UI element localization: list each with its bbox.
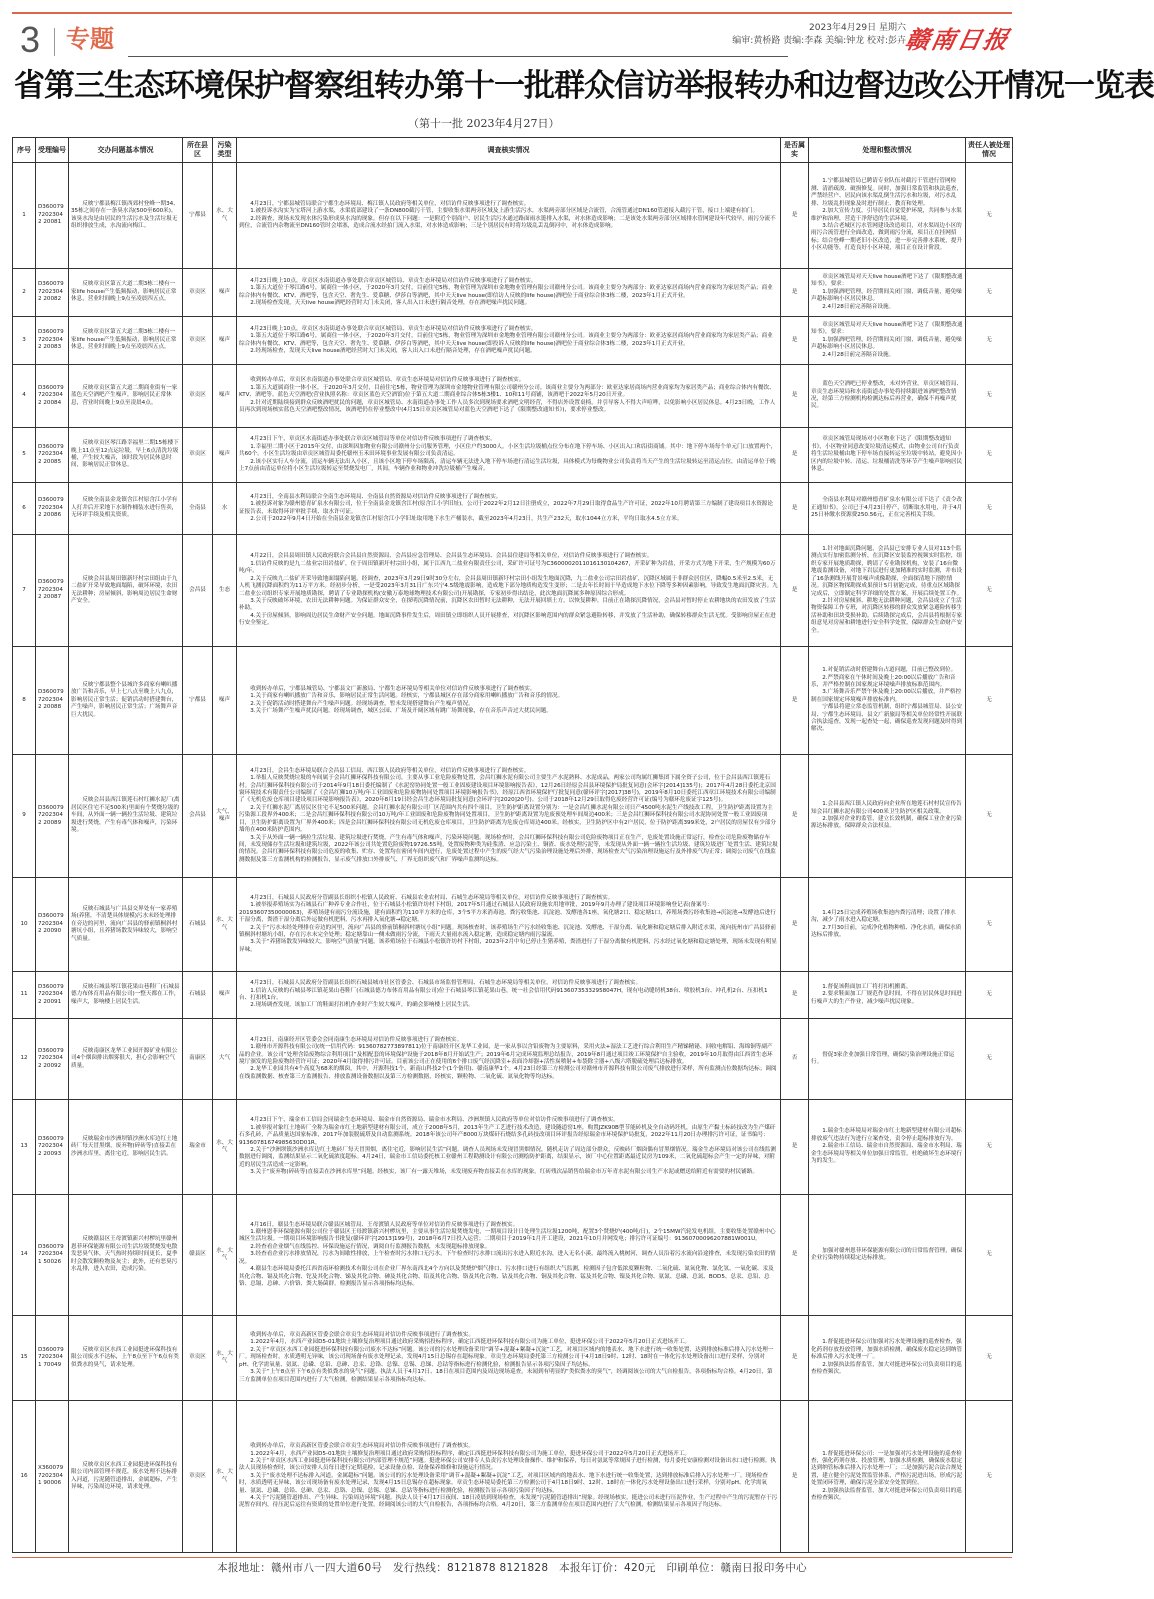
county: 赣县区 bbox=[183, 1195, 213, 1316]
pollution-type: 噪声 bbox=[213, 365, 237, 428]
accountability: 无 bbox=[966, 365, 1013, 428]
investigation-paragraph: 1.2022年4月，水西产业园D5-01地块土壤修复治理项目通过政府采购招投标程序，确定江西挺进环保科技有限公司为施工单位，挺进环保公司于2022年5月20日正式进场开工。 bbox=[250, 1450, 691, 1457]
verified-status: 是 bbox=[781, 365, 809, 428]
problem-description: 反映章贡区水西工业园挺进环保科技有限公司废水不达标，上午8点至下午6点有类似粪水的臭气，请求处理。 bbox=[69, 1316, 183, 1401]
handling-paragraph: 1.宁都县城管局已聘请专业队伍对截污干管进行管网检测、清淤疏浚、破损修复。同时，加强日常监管和执法巡查，严禁经营户、居民向该水渠乱倒生活污水和垃圾，对污水乱排、垃圾乱扔现象及时进行制止、教育和处理。 bbox=[811, 178, 963, 207]
table-header-row bbox=[13, 138, 1013, 163]
investigation-details bbox=[237, 1401, 781, 1553]
investigation-paragraph: 4月16日，赣县生态环境局联合赣县区城管局、王母渡镇人民政府等单位对信访件反映事项进行了调查核实。 bbox=[250, 1221, 519, 1228]
investigation-paragraph: 4月23日，全南县水利局联合全南生态环境局、全南县自然资源局对信访件反映事项进行了调查核实。 bbox=[250, 493, 502, 500]
row-number: 15 bbox=[13, 1316, 36, 1401]
investigation-paragraph: 2.针对近期陆续接到群众反映酒吧扰民的问题，章贡区城管局、水南街道办事处工作人员多次到现场要求酒吧文明经营，不得店外设置桌椅，并引导客人不得大声喧哗，以免影响小区居民休息。4月23日晚，工作人员再次到现场核实蓝色天空酒吧整改情况，该酒吧仍在停业整改中(4月15日章贡区城管局对蓝色天空酒吧下达了《限期整改通知书》)，要求停业整改。 bbox=[239, 399, 776, 414]
case-id: D360079 72023042 20092 bbox=[36, 1019, 69, 1100]
accountability: 无 bbox=[966, 163, 1013, 269]
investigation-details bbox=[237, 535, 781, 647]
investigation-paragraph: 2.关于反映九二盐矿开采导致地面塌陷问题。经调查，2023年3月29日9时30分左右，会昌县周田镇新圩村宗田小组发生地面沉降，九二盐业公司宗田岩盐矿，沉降区域属于非群众居住区，降幅0.5米至2.5米，无人机飞测沉降面积约为11万平方米。经初步分析，一是受2023年3月31日广东兴宁4.5级地震影响，造成地下部分地质构造发生变形；二是去年长时间干旱造成地下水位下降等多种因素影响，导致发生地面沉降灾害。九二盐业公司组织专家开展地质勘探，聘请了专业勘探机构(安徽万泰地球物理技术有限公司)开展勘探，专家初步得出结论，此次地面沉降属多种原因综合形成。 bbox=[239, 575, 778, 597]
investigation-paragraph: 1.关于商家有喇叭播放广告和音乐，影响居民正常生活问题。经核实，宁都县城区存在部分商家用喇叭播放广告和音乐的情况。 bbox=[250, 693, 564, 700]
investigation-details bbox=[237, 1316, 781, 1401]
investigation-paragraph: 2.关于“污水未经处理排在旁边的河里，流向广昌县的驿前镇桐斜村塘坑小组”问题。现场核查时，该养殖场生产污水经收集池、沉淀池、发酵池、干湿分离、氧化塘和稳定塘后排入附近水渠，流向抚州市广昌县驿前镇桐斜村塘坑小组，存在污水未完全处理；稳定塘靠山一侧未做雨污分流，下雨天大量雨水流入稳定塘，造成稳定塘内雨污溢流。 bbox=[239, 924, 776, 938]
header-cell: 调查核实情况 bbox=[237, 138, 781, 163]
investigation-paragraph: 2.关于红狮水泥厂离居民区住宅不足500米问题。会昌红狮水泥有限公司厂区范围内共有四个项目，卫生防护距离设置分别为：一是会昌红狮水泥有限公司日产4500吨水泥生产线技改工程，卫生防护距离设置为主污染源工段界外400米；二是会昌红狮环保科技有限公司10万吨/年工业固废和危险废物协同处置项目，卫生防护距离设置为危废预处理车间周边400米；三是会昌红狮环保科技有限公司水泥协同处置一般工业固废项目，卫生防护距离设置为厂界外400米；四是会昌红狮环保科技有限公司无机危废仓库项目，卫生防护距离为危废仓库周边400米。经核实，卫生防护区中有2户居民，位于防护距离399米处，2户居民的房屋仅有少部分墙角在400米防护范围内。 bbox=[239, 804, 776, 834]
problem-description: 反映章贡区第五大道二期商业街有一家蓝色天空酒吧产生噪声，影响居民正常休息，营业时间晚上9点至凌晨4点。 bbox=[69, 365, 183, 428]
pollution-type: 水、大气 bbox=[213, 1401, 237, 1553]
problem-description: 反映全南县金龙镇含江村原含江小学有人打井后开采地下水制作桶装水进行售卖，无环评手续及相关资质。 bbox=[69, 483, 183, 535]
investigation-paragraph: 3.关于“养猪场散发异味较大，影响空气质量”问题。该养殖场位于石城县小松镇许坊村下村组，2023年2月中旬已停止生猪养殖，粪渣进行了干湿分离做有机肥料，污水经过氧化塘和稳定塘处理，现场未发现有明显异味。 bbox=[239, 939, 777, 953]
handling-paragraph: 3.结合老城区污水管网建设改造项目，对水渠周边小区的雨污合流管进行全面改造，做到雨污分流，项目正在挂网招标；结合登峰一期老旧小区改造，进一步完善排水系统，提升小区功能等，打造良好小区环境，项目正在设计阶段。 bbox=[811, 222, 963, 252]
header-cell: 交办问题基本情况 bbox=[69, 138, 183, 163]
investigation-paragraph: 4月23日下午，章贡区水南街道办事处联合章贡区城管局等单位对信访件反映事项进行了调查核实。 bbox=[250, 436, 496, 443]
problem-description: 反映瑞金市沙洲坝镇沙洲水库边红土地砖厂每天冒黑烟，废弃物(碎砖等)直接丢在沙洲水库里，离住宅近，影响居民生活。 bbox=[69, 1100, 183, 1195]
handling-paragraph: 章贡区城管局对天天live house酒吧下达了《限期整改通知书》，要求： bbox=[811, 321, 963, 336]
case-id: D360079 72023042 20093 bbox=[36, 1100, 69, 1195]
county: 会昌县 bbox=[183, 535, 213, 647]
pollution-type: 水、大气 bbox=[213, 1195, 237, 1316]
case-id: X360079 72023041 90006 bbox=[36, 1401, 69, 1553]
pollution-type: 噪声 bbox=[213, 428, 237, 483]
handling-details bbox=[809, 163, 966, 269]
masthead-rule bbox=[128, 56, 788, 57]
handling-details bbox=[809, 755, 966, 878]
pollution-type: 大气 bbox=[213, 1019, 237, 1100]
handling-paragraph: 章贡区城管局对天天live house酒吧下达了《限期整改通知书》，要求： bbox=[811, 273, 963, 288]
verified-status: 是 bbox=[781, 1195, 809, 1316]
investigation-paragraph: 1.第五大道位于琴江路6号，属商住一体小区，于2020年3月交付，目前住宅5栋，物业管理为深圳市金地物业管理有限公司赣州分公司。该商业主要分为两部分：欧亚达家居商场内营业商家均为家居类产品；商业综合体内有餐饮、KTV、酒吧等，包含天空、奢先生、爱慕糖、伊莎白等酒吧，其中天天live house(即信访人反映的life house)酒吧位于商业综合体3栋二楼，2023年1月正式开业。 bbox=[239, 285, 773, 299]
investigation-paragraph: 1.被举报对象红土地砖厂全称为瑞金市红土地新型建材有限公司，成立于2008年5月，2013年生产工艺进行技术改造，建设隧道窑1座，购置JZK90B型节能砖机及全自动码坯机，由原生产黏土标砖技改为生产煤矸石多孔砖，产品质量达国家标准，2017年加装脱硫塔及自动监测系统。2018年该公司年产8000万块煤矸石烧结多孔砖技改项目环评报告经原瑞金市环境保护局批复，2022年11月20日办理排污许可证，证书编号：91360781674985630D01R。 bbox=[239, 1124, 776, 1146]
table-row bbox=[13, 1195, 1013, 1316]
investigation-paragraph: 2.关于“沙洲坝镇沙洲水库边红土地砖厂每天冒黑烟，离住宅近，影响居民生活”问题。调查人员现场未发现冒黑烟情况，随机走访了周边部分群众，反映砖厂烟囱偶有冒黑烟情况。瑞金生态环境局对该公司在线监测数据进行调阅，监测结果显示二氧化硫浓度超标。4月24日，瑞金市工信局委托核工业赣州工程勘测设计有限公司测绘防护距离，结果显示，该厂中心位置距离最近民房为109米，二氧化硫超标会产生一定的异味，对附近的居民生活造成一定影响。 bbox=[239, 1147, 776, 1168]
investigation-paragraph: 1.被投诉对象为赣州德青矿泉水有限公司，位于全南县金龙镇含江村(原含江小学旧址)。公司于2022年2月12日注册成立，2022年7月29日取得食品生产许可证，2022年10月聘请第三方编制了建设项目水资源论证报告表，未取得环评审批手续、取水许可证。 bbox=[239, 501, 773, 515]
accountability: 无 bbox=[966, 878, 1013, 972]
investigation-paragraph: 4月22日，会昌县周田镇人民政府联合会昌县自然资源局、会昌县应急管理局、会昌县生态环境局、会昌县住建局等相关单位，对信访件反映事项进行了调查核实。 bbox=[250, 553, 653, 560]
row-number: 11 bbox=[13, 972, 36, 1019]
accountability: 无 bbox=[966, 1195, 1013, 1316]
county: 宁都县 bbox=[183, 163, 213, 269]
investigation-details bbox=[237, 365, 781, 428]
county: 章贡区 bbox=[183, 1316, 213, 1401]
page-number: 3 bbox=[20, 19, 41, 60]
case-id: D360079 72023042 20084 bbox=[36, 365, 69, 428]
problem-description: 反映宁都县整个县城许多商家有喇叭播放广告和音乐，早上七八点至晚上八九点，影响居民正常生活；促销活动时搭建舞台，产生噪声，影响居民正常生活；广场舞声音巨大扰民。 bbox=[69, 647, 183, 755]
investigation-paragraph: 2.现场调查发现，该加工厂的鞋面打扣机作业时产生较大噪声，的确会影响楼上居民生活。 bbox=[250, 1002, 474, 1009]
problem-description: 反映南康区龙华工业园开源矿业有限公司4个烟囱排出烟雾很大，担心会影响空气质量。 bbox=[69, 1019, 183, 1100]
investigation-paragraph: 4月23日晚上10点，章贡区水南街道办事处联合章贡区城管局、章贡生态环境局对信访件反映事项进行了调查核实。 bbox=[250, 277, 537, 284]
investigation-paragraph: 1.赣州恩菲环保能源有限公司位于赣县区王母渡镇新兴村椤坑里，主要从事生活垃圾焚烧发电，一期项目设计日处理生活垃圾1200吨，配置3个焚烧炉(400吨/日)，2个15MW汽轮发电机组，主要收集处置赣州中心城区生活垃圾。一期项目环境影响报告书批复(赣环评字[2013]199号)，2018年6月7日投入运营；二期项目于2019年1月开工建设，2021年10月并网发电；排污许可证编号：91360700096207881W001U。 bbox=[239, 1229, 776, 1243]
verified-status: 是 bbox=[781, 428, 809, 483]
county: 章贡区 bbox=[183, 365, 213, 428]
handling-paragraph: 章贡区城管局现场对小区物业下达了《限期整改通知书》，小区物业同意改变垃圾清运模式，由物业公司自行负责将生活垃圾桶由地下停车场直接转运至垃圾中转站，避免因小区内的垃圾中转、清运、垃圾桶清洗等环节产生噪声影响居民休息。 bbox=[811, 436, 963, 473]
verified-status: 是 bbox=[781, 1100, 809, 1195]
table-row bbox=[13, 878, 1013, 972]
accountability: 无 bbox=[966, 535, 1013, 647]
case-id: D360079 72023042 20087 bbox=[36, 535, 69, 647]
county: 南康区 bbox=[183, 1019, 213, 1100]
investigation-paragraph: 2.经查看企业烟气在线监控、环保设施运行情况，调阅自行监测报告数据，未发现超标排放现象。 bbox=[250, 1243, 491, 1250]
case-id: D360079 72023042 20090 bbox=[36, 878, 69, 972]
handling-paragraph: 督促3家企业加强日常管理，确保污染治理设施正常运行。 bbox=[811, 1051, 955, 1065]
investigation-paragraph: 1.2022年4月，水西产业园D5-01地块土壤修复治理项目通过政府采购招投标程序，确定江西挺进环保科技有限公司为施工单位，挺进环保公司于2022年5月20日正式进场开工。 bbox=[250, 1339, 691, 1346]
table-row bbox=[13, 755, 1013, 878]
table-row bbox=[13, 1401, 1013, 1553]
investigation-paragraph: 2.经调查，现场未发现水体污染形成臭水沟的现象，但存在以下问题：一是附近个别商户、居民生活污水通过路面雨水篦排入水渠，对水体造成影响；二是该处水渠两旁部分区域排水管网建设年代较早，雨污分流不到位，合流管内杂物流至DN160管时会堵塞，造成合流水经拍门流入水渠，对水体造成影响；三是个别居民有时将垃圾乱丢乱倒河中，对水体造成影响。 bbox=[239, 215, 776, 229]
investigation-paragraph: 2.现场检查发现，天天live house酒吧经营时大门未关闭，客人出入口未进行隔音处理，存在酒吧噪声扰民问题。 bbox=[250, 299, 531, 306]
header-cell: 处理和整改情况 bbox=[809, 138, 966, 163]
table-row bbox=[13, 317, 1013, 365]
investigation-paragraph: 4月23日，宁都县城管局联合宁都生态环境局、梅江镇人民政府等相关单位，对信访件反映事项进行了调查核实。 bbox=[250, 200, 530, 207]
county: 瑞金市 bbox=[183, 1100, 213, 1195]
table-row bbox=[13, 1019, 1013, 1100]
investigation-paragraph: 1.信访件反映的是九二盐业宗田岩盐矿，位于周田镇新圩村宗田小组，属于江西九二盐业有限责任公司，采矿许可证号为C3600002011016130104267，开采矿种为岩盐，开采方式为地下开采，生产规模为60万吨/年。 bbox=[239, 560, 776, 575]
pollution-type: 噪声 bbox=[213, 647, 237, 755]
handling-paragraph: 宁都县将建立常态监管机制，组织宁都县城管局、县公安局、宁都生态环境局、县文广新旅局等相关单位经常性开展联合执法巡查，发现一起查处一起，确保巡查发现问题及时得到解决。 bbox=[811, 704, 963, 733]
row-number: 12 bbox=[13, 1019, 36, 1100]
investigation-paragraph: 1.举报人反映焚烧垃圾的车间属于会昌红狮环保科技有限公司，主要从事工业危险废物处置，会昌红狮水泥有限公司主要生产水泥熟料、水泥成品，两家公司均属红狮集团下属全资子公司，位于会昌县西江镇莲石村。会昌红狮环保科技有限公司于2014年9月18日委托编制了《水泥窑协同处置一般工业固废建设项目环境影响报告表》，12月26日经原会昌县环境保护局批复同意(会环字[2014]135号)；2017年4月28日委托北京国寰环境技术有限责任公司编制了《会昌红狮10万吨/年工业固废和危险废物协同处置项目环境影响报告书》，经原江西省环境保护厅批复同意(赣环评字[2017]38号)，2019年8月10日委托江西章江环境技术有限公司编制了《无机危废仓库项目建设项目环境影响报告表》，2020年8月19日经会昌生态环境局批复同意(会环评字[2020]20号)。公司于2018年12月29日取得危废经营许可证(编号为赣环危废证字125号)。 bbox=[239, 775, 776, 804]
investigation-details bbox=[237, 755, 781, 878]
county: 章贡区 bbox=[183, 317, 213, 365]
handling-paragraph: 2.严禁商家在午休时间及晚上20:00以后播放广告和音乐，并严格控制在国家规定环境噪声排放标准范围内。 bbox=[811, 674, 956, 688]
accountability: 无 bbox=[966, 755, 1013, 878]
pollution-type: 噪声 bbox=[213, 972, 237, 1019]
pollution-type: 噪声 bbox=[213, 269, 237, 317]
problem-description: 反映章贡区第五大道二期3栋二楼有一家life house产生低频振动，影响居民正常休息，营业时间晚上9点至凌晨四五点。 bbox=[69, 269, 183, 317]
handling-details bbox=[809, 647, 966, 755]
county: 石城县 bbox=[183, 972, 213, 1019]
handling-paragraph: 2.加强执法监督监管，加大对挺进环保公司负责项目的巡查检查频次。 bbox=[811, 1487, 962, 1502]
investigation-paragraph: 收到转办单后，宁都县城管局、宁都县文广新旅局、宁都生态环境局等相关单位对信访件反映事项进行了调查核实。 bbox=[250, 685, 536, 692]
row-number: 6 bbox=[13, 483, 36, 535]
section-name: 专题 bbox=[66, 25, 114, 53]
table-row bbox=[13, 647, 1013, 755]
accountability: 无 bbox=[966, 1316, 1013, 1401]
investigation-paragraph: 1.被举报养殖场实为石城县石广种养专业合作社，位于石城县小松镇许坊村下村组，2017年5月通过石城县人民政府设施农用地审批，2019年9月办理了建设项目环境影响登记表(备案号：20193607350000063)，养殖场建有雨污分流设施，建有面积约为110平方米的仓库，3个5平方米消毒池，粪污收集池、沉淀池、发酵池各1座，氧化塘2口、稳定塘1口，养殖场粪污经收集池→沉淀池→发酵池后进行干湿分离，粪渣干湿分离后外运做有机肥料，污水再排入氧化塘→稳定塘。 bbox=[239, 902, 776, 924]
accountability: 无 bbox=[966, 269, 1013, 317]
investigation-details bbox=[237, 647, 781, 755]
pollution-type: 噪声 bbox=[213, 317, 237, 365]
bottom-rule bbox=[12, 1557, 1012, 1558]
handling-paragraph: 2.加大宣传力度，引导居民自觉爱护环境，共同参与水渠维护和治理，营造干净舒适的生活环境。 bbox=[811, 208, 962, 222]
problem-description: 反映宁都县梅江镇西郊村登峰一期34、35栋之间存在一条臭水沟(500至600米)。该臭水沟是由居民的生活污水及生活垃圾无组织排放生成，水沟流向梅江。 bbox=[69, 163, 183, 269]
header-cell: 责任人被处理情况 bbox=[966, 138, 1013, 163]
accountability: 无 bbox=[966, 1100, 1013, 1195]
report-table bbox=[12, 137, 1013, 1553]
table-row bbox=[13, 365, 1013, 428]
handling-paragraph: 2.4月28日前完善隔音设施。 bbox=[822, 351, 895, 358]
county: 会昌县 bbox=[183, 755, 213, 878]
handling-paragraph: 1.督促挺进环保公司加强对污水处理设施的巡查检查，强化药剂存放投放管理，加强水质检测，确保废水稳定达到纳管标准后排入污水处理一厂。 bbox=[811, 1339, 963, 1361]
investigation-paragraph: 2.关于“章贡区水西工业园挺进环保科技有限公司废水不达标”问题。该公司的污水处理设备采用“调节+混凝+絮凝+沉淀”工艺，对项目区域内的地表水、地下水进行统一收集处置，达到排放标准后排入污水处理一厂。现场检查时，水质透明无异味，该公司现场备有废水处理记录，发现4月15日总锡存在超标现象。章贡生态环境局委托第三方检测公司于4月18日9时、12时、18时在一体化污水处理设备出口进行采样，分别对pH、化学需氧量、氨氮、总磷、总铅、总砷、总汞、总铬、总镍、总锡、总锑、总钴等指标进行检测化验，检测报告显示各项污染因子均达标。 bbox=[239, 1346, 774, 1368]
investigation-details bbox=[237, 269, 781, 317]
investigation-paragraph: 3.关于“废水处理不达标排入河道，金属超标”问题。该公司的污水处理设备采用“调节+混凝+絮凝+沉淀”工艺，对项目区域内的地表水、地下水进行统一收集处置，达到排放标准后排入污水处理一厂。现场检查时，水质透明无异味，该公司现场备有废水处理记录，发现4月15日总锡存在超标现象。章贡生态环境局委托第三方检测公司于4月18日9时、12时、18时在一体化污水处理设备出口进行采样，分别对pH、化学需氧量、氨氮、总磷、总铅、总砷、总汞、总铬、总镍、总锡、总锑、总钴等指标进行检测化验，检测报告显示各项污染因子均达标。 bbox=[239, 1472, 768, 1494]
investigation-details bbox=[237, 163, 781, 269]
pollution-type: 生态 bbox=[213, 535, 237, 647]
row-number: 2 bbox=[13, 269, 36, 317]
batch-subtitle: （第十一批 2023年4月27日） bbox=[408, 117, 560, 130]
investigation-paragraph: 4.关于“污泥随管道排出、产生异味、污染周边环境”问题。执法人员于4月17日夜间、18日凌晨到现场检查，未发现“污泥随管道排出”现象。经现场核实，挺进公司未进行压泥作业，生产过程中产生的污泥暂存于污泥暂存间内，待压泥后运往有资质的处置单位进行处置。经调阅该公司的大气自检报告，各项指标均合格。4月20日，第三方监测单位在项目范围内进行了大气检测，检测结果显示各项因子均达标。 bbox=[239, 1495, 778, 1509]
problem-description: 反映会昌县周田镇新圩村宗田组由于九二盐矿开采导致地面塌陷，破坏环境，农田无法耕种；房屋倾斜，影响周边居民生命财产安全。 bbox=[69, 535, 183, 647]
case-id: D360079 72023041 50026 bbox=[36, 1195, 69, 1316]
header-cell: 是否属实 bbox=[781, 138, 809, 163]
row-number: 9 bbox=[13, 755, 36, 878]
pollution-type: 水、大气 bbox=[213, 878, 237, 972]
verified-status: 是 bbox=[781, 755, 809, 878]
investigation-paragraph: 收到转办单后，章贡区水南街道办事处联合章贡区城管局、章贡生态环境局对信访件反映事项进行了调查核实。 bbox=[250, 377, 525, 384]
row-number: 13 bbox=[13, 1100, 36, 1195]
row-number: 7 bbox=[13, 535, 36, 647]
handling-details bbox=[809, 535, 966, 647]
case-id: D360079 72023041 70049 bbox=[36, 1316, 69, 1401]
handling-details bbox=[809, 269, 966, 317]
handling-paragraph: 1.会昌县西江镇人民政府向企业所在地莲石村村民宣传告知会昌红狮水泥有限公司400米卫生防护区相关政策。 bbox=[811, 801, 962, 815]
verified-status: 是 bbox=[781, 535, 809, 647]
investigation-paragraph: 1.幸福里二期小区于2015年交付，由深圳因加物业有限公司赣州分公司服务管理，小区住户约3000人。小区生活垃圾桶点位分布在地下停车场、小区出入口和沿街商铺。其中：地下停车场每个单元门口放置两个，共60个。小区生活垃圾由章贡区城管局委托赣州玉禾田环境事业发展有限公司负责清运。 bbox=[239, 443, 777, 458]
table-row bbox=[13, 269, 1013, 317]
investigation-paragraph: 2.关于“章贡区水西工业园挺进环保科技有限公司内部管理不规范”问题。挺进环保公司安排专人负责污水处理设备操作、维护和保养，每日对氨氮等常规因子进行检测，每月委托安康检测对设备出水口进行检测。执法人员现场检查时，该公司安排人员每日进行定期巡检，记录设备点检、设备保养维修和设施运行情况。 bbox=[239, 1457, 776, 1472]
verified-status: 是 bbox=[781, 878, 809, 972]
investigation-paragraph: 4月23日晚上10点，章贡区水南街道办事处联合章贡区城管局、章贡生态环境局对信访件反映事项进行了调查核实。 bbox=[250, 325, 537, 332]
verified-status: 是 bbox=[781, 1316, 809, 1401]
verified-status: 是 bbox=[781, 269, 809, 317]
investigation-paragraph: 2.该小区实行人车分流，清运车辆无法出入小区，且该小区地下停车场限高，清运车辆无法进入地下停车场进行清运生活垃圾，具体模式为每晚物业公司负责将当天产生的生活垃圾转运至清运点位，由清运单位于晚上7点前由清运单位将小区生活垃圾转运至焚烧发电厂，其间，车辆作业和物业冲洗垃圾桶产生噪音。 bbox=[239, 458, 776, 473]
table-row bbox=[13, 163, 1013, 269]
county: 石城县 bbox=[183, 878, 213, 972]
accountability: 无 bbox=[966, 647, 1013, 755]
row-number: 8 bbox=[13, 647, 36, 755]
accountability: 无 bbox=[966, 1401, 1013, 1553]
investigation-paragraph: 4.赣县生态环境局委托江西省南环检测技术有限公司在企业厂界东南西北4个方向以及焚烧炉烟气排口、污水排口进行有组织大气监测，检测因子包含低浓度颗粒物、二氧化硫、氮氧化物、氯化氢、一氧化碳、汞及其化合物、镉及其化合物、铊及其化合物、锑及其化合物、砷及其化合物、铅及其化合物、铬及其化合物、钴及其化合物、铜及其化合物、锰及其化合物、镍及其化合物、氨氮、总磷、总氮、BOD5、总汞、总铅、总铬、总镉、总砷、六价铬、粪大肠菌群。检测报告显示各项指标均达标。 bbox=[239, 1266, 774, 1287]
row-number: 3 bbox=[13, 317, 36, 365]
investigation-paragraph: 3.关于反映破坏环境，农田无法耕种问题。为保证群众安全，在探明沉降情况前，沉降区农田暂时无法耕种，无法开展回填土方，以恢复耕种。目前正在勘探沉降情况，会昌县对暂时停止农耕地块的农田发放了生活补助。 bbox=[239, 597, 776, 612]
case-id: D360079 72023042 20082 bbox=[36, 269, 69, 317]
investigation-paragraph: 2.公司于2022年9月4日开始在全南县金龙镇含江村原含江小学旧址取用地下水生产桶装水，截至2023年4月23日，共生产232天，取水1044立方米，平均日取水4.5立方米。 bbox=[250, 515, 683, 522]
row-number: 5 bbox=[13, 428, 36, 483]
handling-details bbox=[809, 1401, 966, 1553]
handling-paragraph: 2.针对房屋倾斜、耕地无法耕种问题，会昌县成立了生活物资保障工作专班，对沉降区转移的群众发放紧急避险转移生活补助和田块受损补助。后续勘探完成后，会昌县将根据专家组意见对房屋和耕地进行安全科学处置，保障群众生命财产安全。 bbox=[811, 597, 963, 634]
case-id: D360079 72023042 20091 bbox=[36, 972, 69, 1019]
problem-description: 反映赣县区王母渡镇新兴村椤坑里赣州恩菲环保能源有限公司生活垃圾焚烧发电散发恶臭气体，天气热时持续时间更长，夏季时会散发颗粒物及灰尘；此外，还有恶臭污水乱排，进入农田，造成污染。 bbox=[69, 1195, 183, 1316]
pollution-type: 水、大气 bbox=[213, 163, 237, 269]
editor-credits: 编审:黄桥路 责编:李森 美编:钟龙 校对:彭卉 bbox=[732, 36, 906, 46]
handling-details bbox=[809, 1100, 966, 1195]
handling-paragraph: 2.加强对企业的监管，建立长效机制，确保工业企业污染源达标排放，保障群众合法权益。 bbox=[811, 816, 962, 830]
investigation-paragraph: 1.赣州市开源科技有限公司(统一信用代码：91360782773897811)位于南康经开区龙华工业园，是一家从事以含铅废物为主要原料，采用火法+湿法工艺进行综合利用生产精锑精铋、回收电解铅、海绵铜等副产品的企业。该公司“处理含铅废物综合利用项目”及相配套的环境保护设施于2018年8月开始试生产；2019年6月完成环境监理总结报告，2019年8月通过项目竣工环境保护自主验收，2019年10月取得由江西省生态环境厅颁发的危险废物经营许可证；2020年4月取得排污许可证。目前该公司正在使用的6个排口废气经沉降室+表面冷却器+活性炭喷射+布袋除尘器+八级六塔脱硫处理后达标排放。 bbox=[239, 1044, 773, 1065]
handling-details bbox=[809, 1316, 966, 1401]
handling-paragraph: 全南县水利局对赣州德青矿泉水有限公司下达了《责令改正通知书》。公司已于4月23日停产，切断取水用电，并于4月25日补缴水资源费250.56元，正在完善相关手续。 bbox=[811, 497, 963, 519]
investigation-paragraph: 2.龙华工业园共有4个高度为68米的烟囱，其中，开源科技1个、新南山科技2个(1个备用)、赣南康华1个。4月23日经第三方检测公司对赣州市开源科技有限公司废气排放进行采样，所有监测点位数据均达标；调阅在线监测数据、核查第三方监测报告、排放监测设备数据以及第三方检测数据，经核实，颗粒物、二氧化硫、氮氧化物等均达标。 bbox=[239, 1066, 777, 1080]
case-id: D360079 72023042 20085 bbox=[36, 428, 69, 483]
handling-paragraph: 2.加强执法监督监管，加大对挺进环保公司负责项目的巡查检查频次。 bbox=[811, 1361, 962, 1376]
pollution-type: 水、大气 bbox=[213, 1100, 237, 1195]
handling-paragraph: 1.加强酒吧管理，经营期间关闭门窗，调低音量，避免噪声超标影响小区居民休息。 bbox=[811, 336, 962, 351]
newspaper-logo: 赣南日报 bbox=[902, 25, 1013, 54]
row-number: 10 bbox=[13, 878, 36, 972]
table-row bbox=[13, 428, 1013, 483]
handling-details bbox=[809, 972, 966, 1019]
case-id: D360079 72023042 20086 bbox=[36, 483, 69, 535]
problem-description: 反映石城县琴江镇花果山巷鞋厂(石城县德力布体育用品有限公司)一整天都在工作，噪声大，影响楼上居民生活。 bbox=[69, 972, 183, 1019]
header-cell: 所在县区 bbox=[183, 138, 213, 163]
table-row bbox=[13, 972, 1013, 1019]
investigation-paragraph: 3.关于“废弃物(碎砖等)直接丢在沙洲水库里”问题。经核实，该厂有一露天堆场，未发现废弃物直接丢在水库的现象，红砖残次品销售给瑞金市万年青水泥有限公司生产水泥或赠送给附近有需要的村民铺路。 bbox=[250, 1169, 758, 1176]
top-rule bbox=[12, 12, 1012, 14]
investigation-paragraph: 2.经现场检查，发现天天live house酒吧经营时大门未关闭，客人出入口未进行隔音处理，存在酒吧噪声扰民问题。 bbox=[250, 347, 536, 354]
handling-paragraph: 加强对赣州恩菲环保能源有限公司的日常监督管理，确保企业污染物持续稳定达标排放。 bbox=[811, 1247, 963, 1261]
handling-paragraph: 1.瑞金生态环境局对瑞金市红土地新型建材有限公司超标排放废气违法行为进行立案查处，责令停止超标排放行为。 bbox=[811, 1128, 962, 1142]
verified-status: 是 bbox=[781, 163, 809, 269]
table-row bbox=[13, 483, 1013, 535]
county: 宁都县 bbox=[183, 647, 213, 755]
case-id: D360079 72023042 20083 bbox=[36, 317, 69, 365]
investigation-paragraph: 4月23日，会昌生态环境局联合会昌县工信局、西江镇人民政府等相关单位，对信访件反映事项进行了调查核实。 bbox=[250, 767, 530, 774]
investigation-paragraph: 1.被投诉水沟实为宝塔河上游水渠，水渠底部建设了一条DN800截污干管，主要收集水渠两旁区域及上游生活污水，水渠两旁部分区域是合流管，合流管通过DN160管道接入截污干管，接口上端建有拍门。 bbox=[250, 208, 759, 215]
handling-paragraph: 1.针对地面沉降问题，会昌县已安排专业人员对113个监测点实行加密监测分析，在沉降区安装监控视频实时监控，组织专家开展地质勘探，聘请了专业勘探机构，安装了16台微地震监测设备，对地下岩层进行更加精准的实时监测，并布设了16条测线开展背景噪声成像勘探，全面探清地下溶腔情况。沉降区物探勘探成果预计5月初能完成，待重点区域勘探完成后，立即制定科学详细的处置方案，开展后续处置工作。 bbox=[811, 546, 963, 597]
header-cell: 受理编号 bbox=[36, 138, 69, 163]
investigation-paragraph: 4月23日，石城县人民政府分管副县长组织石城县城市社区管委会、石城县市场监督管理局、石城生态环境局等相关单位，对信访件反映事项进行了调查核实。 bbox=[250, 980, 642, 987]
case-id: D360079 72023042 20089 bbox=[36, 755, 69, 878]
row-number: 4 bbox=[13, 365, 36, 428]
investigation-details bbox=[237, 878, 781, 972]
investigation-paragraph: 4月23日，石城县人民政府分管副县长组织小松镇人民政府、石城县农业农村局、石城生态环境局等相关单位，对信访件反映事项进行了调查核实。 bbox=[250, 894, 614, 901]
header-cell: 序号 bbox=[13, 138, 36, 163]
investigation-paragraph: 1.第五大道位于琴江路6号，属商住一体小区，于2020年3月交付，目前住宅5栋，物业管理为深圳市金地物业管理有限公司赣州分公司。该商业主要分为两部分：欧亚达家居商场内营业商家均为家居类产品；商业综合体内有餐饮、KTV、酒吧等，包含天空、奢先生、爱慕糖、伊莎白等酒吧，其中天天live house(即投诉人反映的life house)酒吧位于商业综合体3栋二楼，2023年1月正式开业。 bbox=[239, 333, 773, 347]
investigation-details bbox=[237, 1019, 781, 1100]
investigation-details bbox=[237, 1100, 781, 1195]
investigation-paragraph: 1.信访人反映的石城县琴江镇花果山巷鞋厂(石城县德力布体育用品有限公司)位于石城县琴江镇花果山巷，统一社会信用代码91360735332958047H，现有电动缝纫机38台、喷胶机3台、冲孔机2台、压扣机1台、打扣机1台。 bbox=[239, 987, 768, 1001]
investigation-paragraph: 4月23日，南康经开区管委会会同南康生态环境局对信访件反映事项进行了调查核实。 bbox=[250, 1036, 463, 1043]
handling-details bbox=[809, 1195, 966, 1316]
row-number: 1 bbox=[13, 163, 36, 269]
handling-paragraph: 2.7月30日前，完成净化植物种植、净化水质，确保水质达标后排放。 bbox=[811, 924, 962, 938]
row-number: 16 bbox=[13, 1401, 36, 1553]
investigation-paragraph: 收到转办单后，章贡高新区管委会联合章贡生态环境局对信访件反映事项进行了调查核实。 bbox=[250, 1332, 474, 1339]
investigation-details bbox=[237, 972, 781, 1019]
header-cell: 污染类型 bbox=[213, 138, 237, 163]
handling-details bbox=[809, 878, 966, 972]
investigation-paragraph: 3.关于广场舞产生噪声扰民问题。经现场调查，城区公园、广场及开阔区域有跳广场舞现象，存在音乐声音过大扰民问题。 bbox=[250, 707, 552, 714]
verified-status: 否 bbox=[781, 1019, 809, 1100]
handling-details bbox=[809, 483, 966, 535]
accountability: 无 bbox=[966, 317, 1013, 365]
problem-description: 反映章贡区第五大道二期3栋二楼有一家life house产生低频振动，影响居民正常休息，营业时间晚上9点至凌晨四五点。 bbox=[69, 317, 183, 365]
handling-paragraph: 2.4月28日前完善隔音设施。 bbox=[822, 303, 895, 310]
handling-paragraph: 1.4月25日完成养殖场收集池内粪污清理；设置了排水沟，减少了雨水进入稳定塘。 bbox=[811, 909, 956, 924]
pollution-type: 水 bbox=[213, 483, 237, 535]
verified-status: 是 bbox=[781, 317, 809, 365]
investigation-details bbox=[237, 428, 781, 483]
accountability: 无 bbox=[966, 972, 1013, 1019]
masthead-divider bbox=[54, 28, 55, 56]
handling-paragraph: 2.要求鞋面加工厂规范作息时间，不得在居民休息时间进行噪声大的生产作业，减少噪声扰民现象。 bbox=[811, 991, 962, 1005]
problem-description: 反映章贡区琴江路幸福里二期15栋楼下晚上11点至12点运垃圾，早上6点清洗垃圾桶，产生较大噪音，该时段为居民休息时间，影响居民正常休息。 bbox=[69, 428, 183, 483]
table-row bbox=[13, 535, 1013, 647]
investigation-paragraph: 4.关于房屋倾斜，影响周边居民生命财产安全问题。地面沉降事件发生后，周田镇立即组织人员开展排查，对沉降区影响范围内的群众紧急避险转移，并发放了生活补助，确保转移群众生活无忧。受影响房屋正在进行安全鉴定。 bbox=[239, 612, 776, 627]
case-id: D360079 72023042 20088 bbox=[36, 647, 69, 755]
page-footer: 本报地址：赣州市八一四大道60号 发行热线：8121878 8121828 本报年订价：420元 印刷单位：赣南日报印务中心 bbox=[217, 1562, 807, 1574]
handling-details bbox=[809, 428, 966, 483]
handling-details bbox=[809, 1019, 966, 1100]
accountability: 无 bbox=[966, 483, 1013, 535]
handling-paragraph: 1.督促挺进环保公司：一是加强对污水处理设施的巡查检查，强化药剂存放、投放管理，加强水质检测，确保废水稳定达到纳管标准后排入污水处理一厂；二是加强污泥合法合规处置，建立健全污泥处置监管体系，严格污泥进出场，形成污泥处置闭环管理，确保污泥全部安全处置到位。 bbox=[811, 1450, 963, 1487]
accountability: 无 bbox=[966, 428, 1013, 483]
handling-paragraph: 1.加强酒吧管理，经营期间关闭门窗，调低音量，避免噪声超标影响小区居民休息。 bbox=[811, 288, 962, 303]
issue-date: 2023年4月29日 星期六 bbox=[809, 23, 906, 33]
investigation-paragraph: 4月23日下午，瑞金市工信局会同瑞金生态环境局、瑞金市自然资源局、瑞金市水利局、沙洲坝镇人民政府等单位对信访件反映事项进行了调查核实。 bbox=[250, 1117, 619, 1124]
table-row bbox=[13, 1100, 1013, 1195]
handling-details bbox=[809, 317, 966, 365]
county: 章贡区 bbox=[183, 269, 213, 317]
page-headline: 省第三生态环境保护督察组转办第十一批群众信访举报转办和边督边改公开情况一览表 bbox=[14, 68, 1154, 104]
handling-paragraph: 1.对促销活动时搭建舞台占道问题，目前已整改到位。 bbox=[822, 667, 957, 674]
county: 全南县 bbox=[183, 483, 213, 535]
investigation-details bbox=[237, 1195, 781, 1316]
handling-paragraph: 蓝色天空酒吧已停业整改，未对外营业。章贡区城管局、章贡生态环境局和水南街道办事处将持续跟进该酒吧整改情况，经第三方检测机构检测达标后再营业，确保不再噪声扰民。 bbox=[811, 381, 963, 410]
investigation-paragraph: 2.关于促销活动时搭建舞台产生噪声问题。经现场调查，暂未发现搭建舞台产生噪声情况。 bbox=[250, 700, 474, 707]
county: 章贡区 bbox=[183, 428, 213, 483]
problem-description: 反映章贡区水西工业园挺进环保科技有限公司内部管理不规范，废水处理不达标排入河道，污泥随管道排出，金属超标，产生异味，污染周边环境，请求处理。 bbox=[69, 1401, 183, 1553]
case-id: D360079 72023042 20081 bbox=[36, 163, 69, 269]
handling-paragraph: 1.督促该鞋面加工厂将打扣机搬离。 bbox=[822, 983, 912, 990]
investigation-paragraph: 3.关于“上午8点至下午6点有类似粪水的臭气”问题。执法人员于4月17日、18日在项目范围内及周边现场巡查，未闻到有明显的“类似粪水的臭气”，经调阅该公司的大气自检报告，各项指标均合格。4月20日，第三方监测单位在项目范围内进行了大气检测，检测结果显示各项指标均达标。 bbox=[239, 1369, 773, 1383]
row-number: 14 bbox=[13, 1195, 36, 1316]
handling-details bbox=[809, 365, 966, 428]
verified-status: 是 bbox=[781, 1401, 809, 1553]
verified-status: 是 bbox=[781, 972, 809, 1019]
pollution-type: 大气、噪声 bbox=[213, 755, 237, 878]
accountability: 无 bbox=[966, 1019, 1013, 1100]
table-row bbox=[13, 1316, 1013, 1401]
problem-description: 反映石城县与广昌县交界处有一家养殖场(养猪，不清楚具体规模)污水未经处理排在旁边的河里，流向广昌县的驿前镇桐斜村塘坑小组，且养猪场散发异味较大，影响空气质量。 bbox=[69, 878, 183, 972]
investigation-details bbox=[237, 483, 781, 535]
county: 章贡区 bbox=[183, 1401, 213, 1553]
verified-status: 是 bbox=[781, 483, 809, 535]
investigation-paragraph: 收到转办单后，章贡高新区管委会联合章贡生态环境局对信访件反映事项进行了调查核实。 bbox=[250, 1443, 474, 1450]
handling-paragraph: 2.瑞金市工信局、瑞金市自然资源局、瑞金市水利局、瑞金生态环境局等相关单位加强日常监管，杜绝破坏生态环境行为的发生。 bbox=[811, 1143, 963, 1165]
pollution-type: 水、大气 bbox=[213, 1316, 237, 1401]
problem-description: 反映会昌县西江镇莲石村红狮水泥厂(离居民区住宅不足500米)里面有个焚烧垃圾的车间，从外面一辆一辆拉生活垃圾、建筑垃圾进行焚烧，产生有毒气体和噪声，污染环境。 bbox=[69, 755, 183, 878]
investigation-paragraph: 3.经查看企业污水排放情况，污水为间歇性排放，上午检查时污水排口无污水，下午检查时污水排口流出污水进入附近水沟，进入无名小溪，最终流入桃树河，调查人员沿着污水流向沿途排查，未发现污染农田的情况。 bbox=[239, 1251, 776, 1265]
investigation-details bbox=[237, 317, 781, 365]
verified-status: 是 bbox=[781, 647, 809, 755]
investigation-paragraph: 3.关于从外面一辆一辆拉生活垃圾、建筑垃圾进行焚烧，产生有毒气体和噪声，污染环境问题。现场检查时，会昌红狮环保科技有限公司危险废物项目正在生产，危废处置设施正常运行，检查公司危险废物储存车间，未发现储存生活垃圾和建筑垃圾，2022年该公司共处置危险废物19726.55吨，处置废物种类为硅浆渣、应急污染土、铜渣、废水处理污泥等，未发现从外面一辆一辆拉生活垃圾、建筑垃圾进厂处置生活、建筑垃圾的情况。会昌红狮环保科技有限公司危废的收集、贮存、处置均在密闭车间内进行，危废处置过程中产生的废气经大气污染治理设施处理后外排，现场检查大气污染治理设施运行及外排废气均正常；调阅公司废气在线监测数据及第三方监测机构的检测报告，显示废气排放口外排废气、厂界无组织废气和厂界噪声监测均达标。 bbox=[239, 834, 778, 863]
investigation-paragraph: 1.第五大道属商住一体小区，于2020年3月交付，目前住宅5栋，物业管理为深圳市金地物业管理有限公司赣州分公司。该商业主要分为两部分：欧亚达家居商场内营业商家均为家居类产品；商业综合体内有餐饮、KTV、酒吧等。蓝色天空酒吧(营业执照名称：章贡区蓝色天空酒馆)位于第五大道二期商业综合体5栋3楼1、10和11号商铺，该酒吧于2022年5月20日开业。 bbox=[239, 384, 775, 399]
handling-paragraph: 3.广场舞音乐严禁午休及晚上20:00以后播放，并严格控制在国家规定环境噪声排放标准内。 bbox=[811, 689, 962, 703]
